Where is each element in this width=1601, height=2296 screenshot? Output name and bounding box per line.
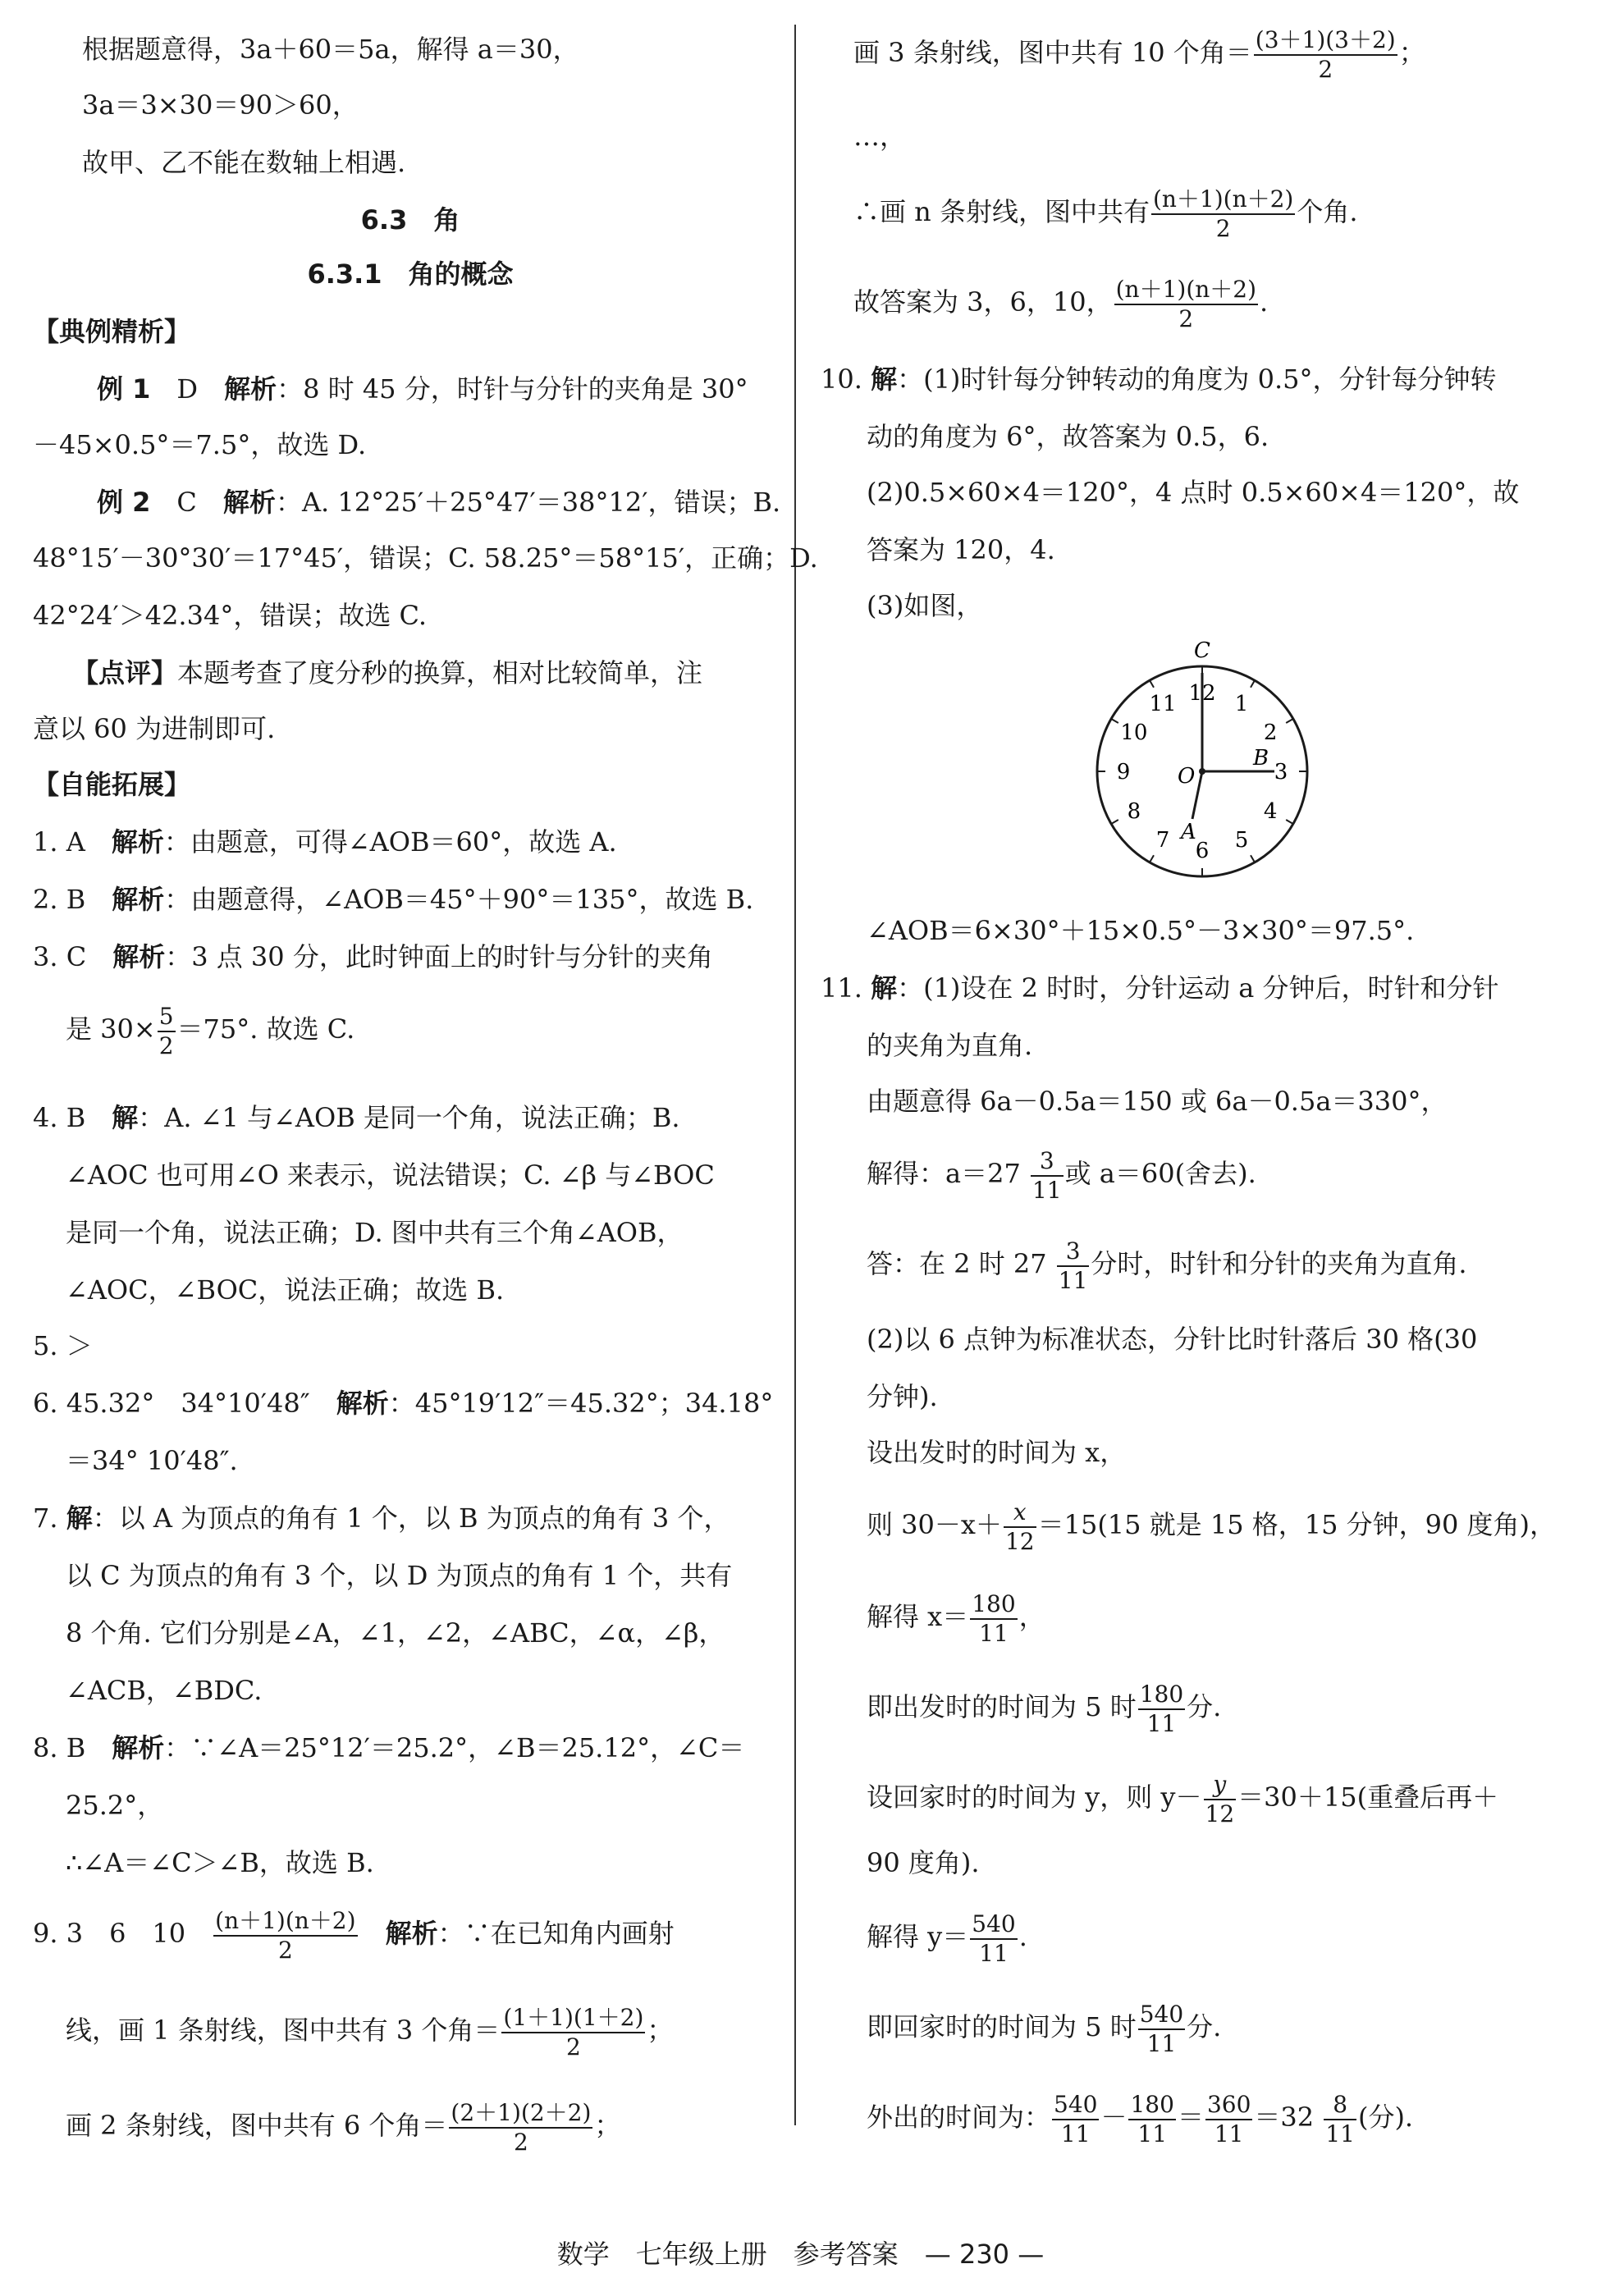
keyword: 解析 xyxy=(112,941,166,972)
text-line: ∠AOC，∠BOC，说法正确；故选 B. xyxy=(66,1274,505,1306)
denominator: 2 xyxy=(1215,214,1231,242)
formula-line xyxy=(853,271,1268,333)
clock-number: 6 xyxy=(1195,839,1210,863)
denominator: 12 xyxy=(1004,1527,1035,1555)
formula-line xyxy=(66,2094,620,2157)
answer-6 xyxy=(33,1387,773,1420)
clock-diagram xyxy=(1087,640,1317,886)
fraction xyxy=(1204,1771,1237,1828)
formula-line xyxy=(853,21,1425,84)
column-divider xyxy=(794,25,796,2125)
answer-2 xyxy=(33,883,753,916)
text-line: 以 C 为顶点的角有 3 个，以 D 为顶点的角有 1 个，共有 xyxy=(66,1560,733,1591)
fraction xyxy=(1031,1147,1064,1205)
text: . xyxy=(1260,286,1269,318)
formula-line xyxy=(853,181,1358,243)
page-footer: 数学 七年级上册 参考答案 — 230 — xyxy=(556,2239,1045,2270)
text: 分时，时针和分针的夹角为直角. xyxy=(1091,1248,1467,1279)
text-line: 分钟). xyxy=(867,1381,938,1412)
text: 个角. xyxy=(1297,196,1358,227)
clock-number: 2 xyxy=(1263,720,1278,745)
text: (分). xyxy=(1357,2102,1414,2133)
formula-line xyxy=(867,1585,1045,1648)
item-label: 4. B xyxy=(33,1102,112,1133)
numerator: (n＋1)(n＋2) xyxy=(213,1907,357,1937)
clock-number: 10 xyxy=(1120,720,1148,745)
heading-dianli: 【典例精析】 xyxy=(33,316,191,347)
text: 画 2 条射线，图中共有 6 个角＝ xyxy=(66,2110,448,2141)
denominator: 11 xyxy=(979,1619,1009,1647)
text-line: 的夹角为直角. xyxy=(867,1030,1033,1061)
answer-4 xyxy=(33,1101,680,1134)
numerator: (n＋1)(n＋2) xyxy=(1151,185,1295,215)
keyword: 解析 xyxy=(222,487,276,518)
text: 是 30× xyxy=(66,1013,156,1045)
example-label: 例 2 xyxy=(97,487,151,518)
denominator: 2 xyxy=(565,2033,581,2060)
text: ：由题意，可得∠AOB＝60°，故选 A. xyxy=(163,826,617,858)
clock-number: 8 xyxy=(1127,799,1141,824)
text: ：由题意得，∠AOB＝45°＋90°＝135°，故选 B. xyxy=(164,884,754,915)
heading-zineng: 【自能拓展】 xyxy=(33,769,191,800)
denominator: 2 xyxy=(513,2128,528,2156)
answer-11 xyxy=(821,972,1499,1004)
text: 线，画 1 条射线，图中共有 3 个角＝ xyxy=(66,2015,501,2046)
item-label: 11. xyxy=(821,972,871,1004)
text: ：(1)设在 2 时时，分针运动 a 分钟后，时针和分针 xyxy=(897,972,1499,1004)
clock-number: 5 xyxy=(1234,828,1249,853)
formula-line xyxy=(867,2086,1413,2148)
denominator: 2 xyxy=(158,1031,174,1059)
formula-line xyxy=(867,1905,1027,1968)
numerator: 180 xyxy=(970,1590,1017,1620)
clock-number: 1 xyxy=(1234,691,1249,716)
text-line: 故甲、乙不能在数轴上相遇. xyxy=(82,147,406,178)
clock-tick xyxy=(1286,820,1293,824)
fraction xyxy=(1128,2091,1175,2148)
text: 外出的时间为： xyxy=(867,2102,1051,2133)
text-line: 意以 60 为进制即可. xyxy=(33,713,276,744)
text-line: 动的角度为 6°，故答案为 0.5，6. xyxy=(867,421,1269,452)
clock-tick xyxy=(1111,719,1118,723)
label-b: B xyxy=(1253,746,1269,771)
text: ：(1)时针每分钟转动的角度为 0.5°，分针每分钟转 xyxy=(897,364,1497,395)
text: ∴画 n 条射线，图中共有 xyxy=(853,196,1150,227)
denominator: 11 xyxy=(1058,1266,1088,1294)
fraction xyxy=(213,1907,357,1964)
text-line: (3)如图， xyxy=(867,590,983,621)
answer-5: 5. ＞ xyxy=(33,1330,93,1361)
subsection-title: 6.3.1 角的概念 xyxy=(307,258,514,290)
text: ：∵∠A＝25°12′＝25.2°，∠B＝25.12°，∠C＝ xyxy=(164,1732,745,1763)
comment-line xyxy=(72,656,702,689)
keyword: 解 xyxy=(66,1502,93,1534)
keyword: 解析 xyxy=(112,1732,165,1763)
item-label: 8. B xyxy=(33,1732,112,1763)
text: 答：在 2 时 27 xyxy=(867,1248,1055,1279)
example-1-line xyxy=(97,373,748,405)
numerator: (n＋1)(n＋2) xyxy=(1114,276,1258,305)
text: ； xyxy=(1398,37,1425,68)
text-line: 设出发时的时间为 x， xyxy=(867,1437,1127,1468)
label-c: C xyxy=(1194,640,1210,663)
fraction xyxy=(1138,2001,1185,2058)
text-line: 根据题意得，3a＋60＝5a，解得 a＝30， xyxy=(82,34,579,65)
answer-8 xyxy=(33,1731,744,1764)
answer-3 xyxy=(33,940,713,973)
keyword: 解析 xyxy=(336,1388,389,1419)
text: ：A. 12°25′＋25°47′＝38°12′，错误；B. xyxy=(275,487,781,518)
text: . xyxy=(1018,1921,1027,1952)
formula-line xyxy=(867,1766,1498,1828)
numerator: (2＋1)(2＋2) xyxy=(449,2099,592,2129)
label-a: A xyxy=(1181,820,1196,844)
text: 解得：a＝27 xyxy=(867,1158,1029,1189)
numerator: 180 xyxy=(1138,1681,1185,1710)
text: 解得 y＝ xyxy=(867,1921,969,1952)
text: ＝30＋15(重叠后再＋ xyxy=(1237,1781,1499,1813)
text: ：以 A 为顶点的角有 1 个，以 B 为顶点的角有 3 个， xyxy=(92,1502,730,1534)
section-title: 6.3 角 xyxy=(360,204,460,236)
denominator: 11 xyxy=(1060,2120,1091,2147)
formula-line xyxy=(66,998,355,1060)
clock-tick xyxy=(1286,719,1293,723)
numerator: 3 xyxy=(1057,1237,1090,1267)
text-line: 8 个角. 它们分别是∠A，∠1，∠2，∠ABC，∠α，∠β， xyxy=(66,1617,725,1649)
text-line: 是同一个角，说法正确；D. 图中共有三个角∠AOB， xyxy=(66,1217,684,1248)
denominator: 11 xyxy=(1146,1709,1177,1737)
label-o: O xyxy=(1178,764,1196,789)
denominator: 11 xyxy=(1325,2120,1355,2147)
clock-number: 3 xyxy=(1274,760,1288,784)
text: 即回家时的时间为 5 时 xyxy=(867,2011,1137,2042)
numerator: 8 xyxy=(1324,2091,1356,2120)
text: 或 a＝60(舍去). xyxy=(1064,1158,1256,1189)
text-line: …， xyxy=(853,121,907,152)
clock-number: 4 xyxy=(1263,799,1278,824)
denominator: 2 xyxy=(1318,55,1333,83)
formula-line xyxy=(867,1233,1467,1295)
numerator: 5 xyxy=(158,1003,176,1032)
denominator: 11 xyxy=(1137,2120,1168,2147)
text: ：3 点 30 分，此时钟面上的时针与分针的夹角 xyxy=(165,941,713,972)
clock-number: 7 xyxy=(1155,828,1170,853)
text-line: －45×0.5°＝7.5°，故选 D. xyxy=(33,429,367,460)
text: 分. xyxy=(1187,1691,1222,1722)
fraction xyxy=(501,2004,645,2061)
denominator: 11 xyxy=(1214,2120,1244,2147)
numerator: (3＋1)(3＋2) xyxy=(1254,26,1397,56)
denominator: 2 xyxy=(277,1936,293,1964)
numerator: 3 xyxy=(1031,1147,1064,1177)
item-label: 6. 45.32° 34°10′48″ xyxy=(33,1388,336,1419)
denominator: 12 xyxy=(1205,1800,1235,1827)
text-line: 3a＝3×30＝90＞60， xyxy=(82,89,359,121)
text-line: ∠AOC 也可用∠O 来表示，说法错误；C. ∠β 与∠BOC xyxy=(66,1159,715,1191)
fraction xyxy=(1205,2091,1252,2148)
text: 故答案为 3，6，10， xyxy=(853,286,1113,318)
clock-tick xyxy=(1150,680,1154,688)
formula-line xyxy=(867,1142,1256,1205)
formula-line xyxy=(867,1996,1221,2058)
keyword: 解 xyxy=(871,364,898,395)
text: ； xyxy=(594,2110,621,2141)
text-line: ∠AOB＝6×30°＋15×0.5°－3×30°＝97.5°. xyxy=(867,915,1415,946)
item-label: 7. xyxy=(33,1502,66,1534)
item-label: 9. 3 6 10 xyxy=(33,1918,213,1949)
text: 分. xyxy=(1187,2011,1222,2042)
fraction xyxy=(1057,1237,1090,1295)
answer: C xyxy=(150,487,223,518)
clock-tick xyxy=(1150,855,1154,862)
text-line: 答案为 120，4. xyxy=(867,534,1055,565)
text-line: 42°24′＞42.34°，错误；故选 C. xyxy=(33,600,428,631)
text-line: (2)0.5×60×4＝120°，4 点时 0.5×60×4＝120°，故 xyxy=(867,477,1520,508)
numerator: 180 xyxy=(1128,2091,1175,2120)
text: 即出发时的时间为 5 时 xyxy=(867,1691,1137,1722)
text: 画 3 条射线，图中共有 10 个角＝ xyxy=(853,37,1252,68)
text: ＝75°. 故选 C. xyxy=(176,1013,355,1045)
text: 则 30－x＋ xyxy=(867,1509,1002,1540)
clock-number: 9 xyxy=(1116,760,1131,784)
text: 解得 x＝ xyxy=(867,1601,969,1632)
text: ， xyxy=(1018,1601,1045,1632)
comment-label: 【点评】 xyxy=(72,657,178,688)
fraction xyxy=(1151,185,1295,243)
text: ； xyxy=(647,2015,674,2046)
text: ：45°19′12″＝45.32°；34.18° xyxy=(388,1388,774,1419)
numerator: x xyxy=(1004,1498,1036,1528)
numerator: 540 xyxy=(970,1910,1017,1940)
text: 本题考查了度分秒的换算，相对比较简单，注 xyxy=(177,657,703,688)
keyword: 解 xyxy=(112,1102,139,1133)
text: 设回家时的时间为 y，则 y－ xyxy=(867,1781,1202,1813)
text: ：A. ∠1 与∠AOB 是同一个角，说法正确；B. xyxy=(138,1102,680,1133)
formula-line xyxy=(66,1999,673,2061)
denominator: 11 xyxy=(1032,1176,1062,1204)
center-point xyxy=(1199,768,1205,775)
text-line: 25.2°， xyxy=(66,1790,164,1821)
clock-tick xyxy=(1251,855,1255,862)
item-label: 3. C xyxy=(33,941,113,972)
item-label: 10. xyxy=(821,364,871,395)
answer-9 xyxy=(33,1902,675,1964)
fraction xyxy=(1004,1498,1036,1556)
keyword: 解析 xyxy=(224,373,277,405)
answer-10 xyxy=(821,363,1496,396)
text-line: (2)以 6 点钟为标准状态，分针比时针落后 30 格(30 xyxy=(867,1324,1478,1355)
fraction xyxy=(1254,26,1397,84)
text-line: ∠ACB，∠BDC. xyxy=(66,1675,263,1706)
keyword: 解析 xyxy=(385,1918,438,1949)
clock-number: 12 xyxy=(1188,681,1216,706)
text: ＝ xyxy=(1177,2102,1204,2133)
item-label: 2. B xyxy=(33,884,112,915)
fraction xyxy=(970,1910,1017,1968)
numerator: (1＋1)(1＋2) xyxy=(501,2004,645,2033)
numerator: 360 xyxy=(1205,2091,1252,2120)
denominator: 11 xyxy=(979,1939,1009,1967)
denominator: 11 xyxy=(1146,2029,1177,2057)
denominator: 2 xyxy=(1178,304,1194,332)
fraction xyxy=(1114,276,1258,333)
fraction xyxy=(1324,2091,1356,2148)
fraction xyxy=(158,1003,176,1060)
text-line: 90 度角). xyxy=(867,1847,980,1878)
fraction xyxy=(1052,2091,1099,2148)
example-label: 例 1 xyxy=(97,373,151,405)
numerator: y xyxy=(1204,1771,1237,1800)
fraction xyxy=(970,1590,1017,1648)
fraction xyxy=(1138,1681,1185,1738)
formula-line xyxy=(867,1676,1221,1738)
keyword: 解 xyxy=(871,972,898,1004)
text: ：8 时 45 分，时针与分针的夹角是 30° xyxy=(277,373,748,405)
item-label: 1. A xyxy=(33,826,112,858)
text-line: 48°15′－30°30′＝17°45′，错误；C. 58.25°＝58°15′，正确；D. xyxy=(33,542,818,574)
clock-number: 11 xyxy=(1149,691,1177,716)
example-2-line xyxy=(97,486,780,519)
text-line: ＝34° 10′48″. xyxy=(66,1445,238,1476)
keyword: 解析 xyxy=(111,826,164,858)
formula-line xyxy=(867,1493,1556,1556)
fraction xyxy=(449,2099,592,2157)
clock-tick xyxy=(1111,820,1118,824)
text-line: 由题意得 6a－0.5a＝150 或 6a－0.5a＝330°， xyxy=(867,1086,1448,1117)
text: － xyxy=(1100,2102,1128,2133)
numerator: 540 xyxy=(1052,2091,1099,2120)
text-line: ∴∠A＝∠C＞∠B，故选 B. xyxy=(66,1847,374,1878)
text: ＝15(15 就是 15 格，15 分钟，90 度角)， xyxy=(1037,1509,1557,1540)
answer-1 xyxy=(33,826,617,858)
keyword: 解析 xyxy=(112,884,165,915)
answer-7 xyxy=(33,1502,730,1534)
text: ：∵在已知角内画射 xyxy=(437,1918,675,1949)
text: ＝32 xyxy=(1254,2102,1323,2133)
answer: D xyxy=(150,373,225,405)
numerator: 540 xyxy=(1138,2001,1185,2030)
clock-tick xyxy=(1251,680,1255,688)
